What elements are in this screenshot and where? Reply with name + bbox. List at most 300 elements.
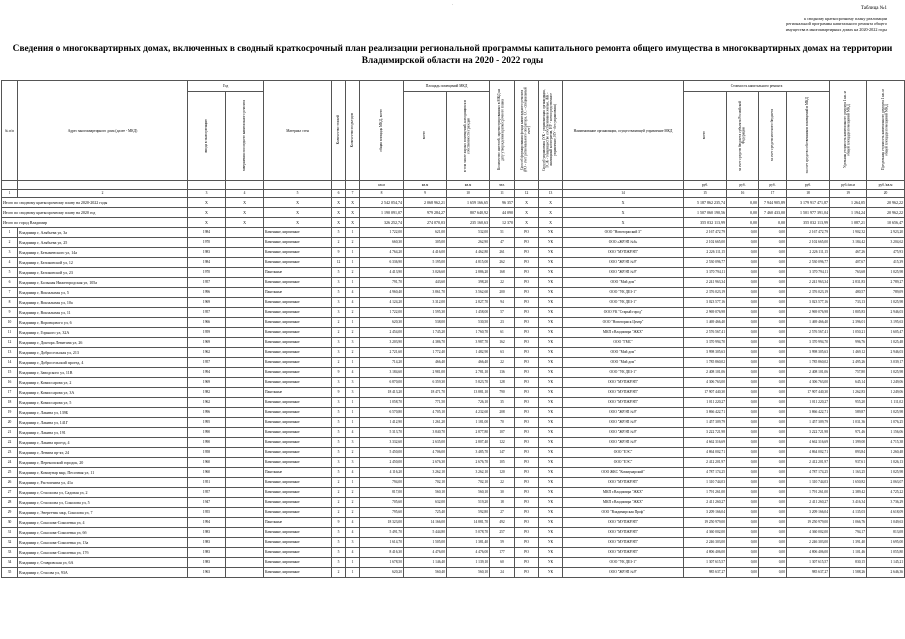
row-total-area: 5 450,00 xyxy=(360,448,404,458)
unit-label: чел. xyxy=(490,181,515,190)
row-cost-fund: 0,00 xyxy=(727,398,759,408)
row-management-org: ООО "Новоторжский 3" xyxy=(563,228,684,238)
col-number: 9 xyxy=(404,190,447,198)
row-year-repair xyxy=(226,438,264,448)
row-year-built: 1982 xyxy=(188,388,226,398)
row-unit-cost: 4 135,03 xyxy=(830,508,867,518)
row-fund-way: РО xyxy=(515,268,539,278)
unit-label: кв.м xyxy=(447,181,490,190)
row-fund-way: РО xyxy=(515,548,539,558)
row-cost-owners: 3 998 305,63 xyxy=(787,348,830,358)
row-total-area: 620,30 xyxy=(360,318,404,328)
total-area-owned: 807 640,92 xyxy=(447,208,490,218)
row-unit-cost: 2 495,26 xyxy=(830,358,867,368)
row-number: 22 xyxy=(2,438,18,448)
row-area-all: 702,10 xyxy=(404,478,447,488)
row-cost-local: 0,00 xyxy=(759,478,787,488)
row-cost-owners: 1 307 615,57 xyxy=(787,558,830,568)
header-unit-cost: Удельная стоимость капитального ремонта 1 кв. м общей площади помещений МКД xyxy=(830,81,867,181)
row-year-built: 1983 xyxy=(188,548,226,558)
row-entrances: 2 xyxy=(346,328,360,338)
row-residents: 136 xyxy=(490,368,515,378)
row-year-built: 1969 xyxy=(188,298,226,308)
row-unit-cost: 1 066,76 xyxy=(830,518,867,528)
title-line-2: Владимирской области на 2020 - 2022 годы xyxy=(361,56,544,66)
row-fund-way: РО xyxy=(515,558,539,568)
row-unit-cost: 2 831,83 xyxy=(830,278,867,288)
row-residents: 122 xyxy=(490,438,515,448)
row-year-repair xyxy=(226,328,264,338)
row-cost-owners: 1 785 860,02 xyxy=(787,358,830,368)
row-total-area: 4 124,20 xyxy=(360,298,404,308)
row-address: Владимир г, Перекопский городок, 20 xyxy=(18,458,188,468)
row-area-all: 3 026,60 xyxy=(404,268,447,278)
total-mark: X xyxy=(264,208,332,218)
table-row xyxy=(2,258,905,268)
row-floors: 9 xyxy=(332,388,346,398)
row-number: 28 xyxy=(2,498,18,508)
row-cost-fund: 0,00 xyxy=(727,568,759,578)
row-residents: 162 xyxy=(490,338,515,348)
row-residents: 57 xyxy=(490,308,515,318)
row-limit-cost: 3 736,29 xyxy=(867,498,905,508)
row-area-all: 14 166,00 xyxy=(404,518,447,528)
row-cost-total: 3 370 794,11 xyxy=(684,268,727,278)
row-cost-owners: 1 791 261,00 xyxy=(787,488,830,498)
row-address: Владимир г, Соколова-Соколенка ул, 4 xyxy=(18,518,188,528)
row-cost-local: 0,00 xyxy=(759,398,787,408)
row-unit-cost: 3 416,34 xyxy=(830,498,867,508)
row-limit-cost: 1 026,13 xyxy=(867,458,905,468)
total-mark: X xyxy=(515,198,539,208)
row-cost-owners: 2 969 076,98 xyxy=(787,308,830,318)
row-area-all: 2 981,00 xyxy=(404,368,447,378)
row-limit-cost: 1 156,06 xyxy=(867,428,905,438)
row-limit-cost: 1 111,02 xyxy=(867,398,905,408)
row-unit-cost: 1 588,26 xyxy=(830,568,867,578)
header-entrances: Количество подъездов xyxy=(346,81,360,181)
row-year-repair xyxy=(226,428,264,438)
row-total-area: 5 491,70 xyxy=(360,528,404,538)
row-fund-way: РО xyxy=(515,518,539,528)
row-unit-cost: 794,17 xyxy=(830,528,867,538)
row-number: 12 xyxy=(2,338,18,348)
row-number: 34 xyxy=(2,558,18,568)
row-area-owned: 2 807,40 xyxy=(447,438,490,448)
row-address: Владимир г, Стасова ул, 93А xyxy=(18,568,188,578)
row-total-area: 1 722,00 xyxy=(360,228,404,238)
row-cost-fund: 0,00 xyxy=(727,438,759,448)
row-floors: 5 xyxy=(332,268,346,278)
row-year-repair xyxy=(226,368,264,378)
row-address: Владимир г, Соколова-Соколенка ул, 17б xyxy=(18,548,188,558)
row-floors: 5 xyxy=(332,528,346,538)
row-wall-material: Каменные, кирпичные xyxy=(264,488,332,498)
row-year-built: 1996 xyxy=(188,288,226,298)
row-address: Владимир г, Ленина пр-кт, 24 xyxy=(18,448,188,458)
row-cost-local: 0,00 xyxy=(759,238,787,248)
row-residents: 261 xyxy=(490,248,515,258)
row-unit-cost: 937,61 xyxy=(830,458,867,468)
row-area-owned: 1 760,70 xyxy=(447,328,490,338)
row-cost-total: 1 011 220,27 xyxy=(684,398,727,408)
row-management-type: УК xyxy=(539,358,563,368)
row-residents: 177 xyxy=(490,548,515,558)
row-fund-way: РО xyxy=(515,368,539,378)
row-floors: 5 xyxy=(332,438,346,448)
row-cost-total: 1 791 261,00 xyxy=(684,488,727,498)
row-total-area: 660,30 xyxy=(360,238,404,248)
row-cost-fund: 0,00 xyxy=(727,448,759,458)
col-number: 17 xyxy=(759,190,787,198)
col-number: 5 xyxy=(264,190,332,198)
row-management-org: ООО "Владимирская Проф" xyxy=(563,508,684,518)
col-number: 18 xyxy=(787,190,830,198)
row-management-type: УК xyxy=(539,528,563,538)
row-year-built: 1983 xyxy=(188,528,226,538)
row-residents: 61 xyxy=(490,328,515,338)
row-area-owned: 2 781,10 xyxy=(447,368,490,378)
row-year-built: 1962 xyxy=(188,348,226,358)
row-floors: 5 xyxy=(332,468,346,478)
row-management-org: ООО "МУПЖРЭП" xyxy=(563,398,684,408)
row-management-org: ООО "ЖРЭП №9" xyxy=(563,438,684,448)
row-year-built: 1969 xyxy=(188,338,226,348)
row-management-type: УК xyxy=(539,298,563,308)
total-mark: X xyxy=(346,218,360,228)
row-year-repair xyxy=(226,458,264,468)
row-year-repair xyxy=(226,518,264,528)
row-management-org: ООО "МУПЖРЭП" xyxy=(563,248,684,258)
total-mark: X xyxy=(188,218,226,228)
row-fund-way: РО xyxy=(515,488,539,498)
row-cost-owners: 4 806 406,00 xyxy=(787,548,830,558)
approval-line: имущества в многоквартирных домах на 2020-2022 годы xyxy=(785,26,887,32)
total-area-all: 274 070,03 xyxy=(404,218,447,228)
total-mark: X xyxy=(226,208,264,218)
row-number: 1 xyxy=(2,228,18,238)
row-area-owned: 1 139,10 xyxy=(447,558,490,568)
row-floors: 5 xyxy=(332,558,346,568)
row-residents: 168 xyxy=(490,268,515,278)
row-total-area: 6 570,80 xyxy=(360,408,404,418)
row-address: Владимир г, Лакина ул, 139Б xyxy=(18,408,188,418)
row-management-type: УК xyxy=(539,398,563,408)
table-row xyxy=(2,538,905,548)
row-area-all: 1 745,20 xyxy=(404,328,447,338)
row-management-type: УК xyxy=(539,228,563,238)
row-number: 25 xyxy=(2,468,18,478)
row-fund-way: РО xyxy=(515,308,539,318)
row-limit-cost: 1 049,63 xyxy=(867,518,905,528)
row-entrances: 1 xyxy=(346,478,360,488)
row-unit-cost: 2 396,01 xyxy=(830,318,867,328)
row-year-repair xyxy=(226,238,264,248)
row-management-type: УК xyxy=(539,388,563,398)
row-number: 29 xyxy=(2,508,18,518)
col-number: 6 xyxy=(332,190,346,198)
row-management-type: УК xyxy=(539,348,563,358)
row-area-owned: 4 476,00 xyxy=(447,548,490,558)
row-residents: 107 xyxy=(490,428,515,438)
row-floors: 2 xyxy=(332,478,346,488)
row-number: 33 xyxy=(2,548,18,558)
row-number: 27 xyxy=(2,488,18,498)
row-residents: 24 xyxy=(490,568,515,578)
row-area-owned: 702,10 xyxy=(447,478,490,488)
document-title xyxy=(0,43,905,67)
total-area-owned: 235 160,63 xyxy=(447,218,490,228)
row-area-all: 18 471,70 xyxy=(404,388,447,398)
table-row xyxy=(2,368,905,378)
row-cost-fund: 0,00 xyxy=(727,408,759,418)
header-residents: Количество жителей, зарегистрированных в МКД на дату утверждения краткосрочного плана xyxy=(490,81,515,181)
row-cost-owners: 4 306 763,00 xyxy=(787,378,830,388)
row-cost-owners: 3 866 422,71 xyxy=(787,408,830,418)
col-number: 11 xyxy=(490,190,515,198)
row-floors: 3 xyxy=(332,378,346,388)
row-fund-way: РО xyxy=(515,448,539,458)
row-area-owned: 1 181,00 xyxy=(447,418,490,428)
total-label: Итого по город Владимир xyxy=(2,218,188,228)
row-address: Владимир г, Комиссарова ул, 3А xyxy=(18,388,188,398)
row-area-all: 621,00 xyxy=(404,228,447,238)
row-management-type: УК xyxy=(539,268,563,278)
row-total-area: 4 413,90 xyxy=(360,268,404,278)
row-limit-cost: 3 195,63 xyxy=(867,318,905,328)
total-mark: X xyxy=(226,198,264,208)
table-row xyxy=(2,328,905,338)
total-mark: X xyxy=(332,208,346,218)
row-wall-material: Панельные xyxy=(264,268,332,278)
row-cost-total: 3 998 305,63 xyxy=(684,348,727,358)
row-cost-owners: 2 376 023,19 xyxy=(787,288,830,298)
row-address: Владимир г, Белоконской ул, 12 xyxy=(18,258,188,268)
row-area-all: 1 772,40 xyxy=(404,348,447,358)
header-year-built: ввода в эксплуатацию xyxy=(188,92,226,181)
row-wall-material: Каменные, кирпичные xyxy=(264,308,332,318)
row-area-all: 560,10 xyxy=(404,488,447,498)
row-cost-fund: 0,00 xyxy=(727,308,759,318)
row-wall-material: Каменные, кирпичные xyxy=(264,228,332,238)
row-cost-owners: 2 246 303,00 xyxy=(787,538,830,548)
row-year-repair xyxy=(226,318,264,328)
row-wall-material: Каменные, кирпичные xyxy=(264,368,332,378)
row-area-all: 2 676,30 xyxy=(404,458,447,468)
row-number: 5 xyxy=(2,268,18,278)
row-cost-total: 3 222 721,98 xyxy=(684,428,727,438)
row-cost-fund: 0,00 xyxy=(727,518,759,528)
row-limit-cost: 1 145,21 xyxy=(867,558,905,568)
row-wall-material: Каменные, кирпичные xyxy=(264,418,332,428)
row-cost-total: 2 241 963,34 xyxy=(684,278,727,288)
row-residents: 27 xyxy=(490,508,515,518)
row-limit-cost: 3 039,17 xyxy=(867,358,905,368)
row-management-type: УК xyxy=(539,248,563,258)
row-address: Владимир г, Горького ул, 32А xyxy=(18,328,188,338)
row-total-area: 817,00 xyxy=(360,488,404,498)
row-area-owned: 3 485,70 xyxy=(447,448,490,458)
row-total-area: 791,70 xyxy=(360,278,404,288)
row-unit-cost: 3 184,42 xyxy=(830,238,867,248)
row-total-area: 8 416,30 xyxy=(360,548,404,558)
row-number: 23 xyxy=(2,448,18,458)
row-unit-cost: 955,20 xyxy=(830,398,867,408)
row-year-repair xyxy=(226,228,264,238)
col-number: 1 xyxy=(2,190,18,198)
row-wall-material: Панельные xyxy=(264,288,332,298)
row-address: Владимир г, Соколова-Соколенка ул, 13а xyxy=(18,538,188,548)
row-floors: 2 xyxy=(332,328,346,338)
row-cost-total: 4 806 406,00 xyxy=(684,548,727,558)
row-wall-material: Каменные, кирпичные xyxy=(264,568,332,578)
row-limit-cost: 1 055,80 xyxy=(867,548,905,558)
row-area-owned: 4 815,00 xyxy=(447,258,490,268)
total-cost-owners: 1 501 977 391,04 xyxy=(787,208,830,218)
table-row xyxy=(2,298,905,308)
row-entrances: 3 xyxy=(346,458,360,468)
row-area-owned: 592,80 xyxy=(447,508,490,518)
row-year-built: 1960 xyxy=(188,458,226,468)
row-cost-fund: 0,00 xyxy=(727,248,759,258)
row-entrances: 4 xyxy=(346,298,360,308)
row-wall-material: Каменные, кирпичные xyxy=(264,378,332,388)
header-fund-way: Способ формирования фонда капитального ремонта (РО - счет регионального оператора, СС - специальный счет) xyxy=(515,81,539,181)
total-mark: X xyxy=(563,218,684,228)
row-limit-cost: 2 923,20 xyxy=(867,228,905,238)
row-area-all: 1 146,40 xyxy=(404,558,447,568)
row-entrances: 1 xyxy=(346,248,360,258)
row-year-repair xyxy=(226,568,264,578)
table-row xyxy=(2,478,905,488)
row-residents: 47 xyxy=(490,238,515,248)
row-cost-total: 1 310 744,03 xyxy=(684,478,727,488)
row-cost-owners: 2 576 567,41 xyxy=(787,328,830,338)
total-cost-owners: 3 179 917 471,87 xyxy=(787,198,830,208)
row-area-owned: 14 881,70 xyxy=(447,518,490,528)
row-limit-cost: 1 695,00 xyxy=(867,538,905,548)
row-management-org: ООО "ЖРЭП №9" xyxy=(563,408,684,418)
total-label: Итого по сводному краткосрочному плану на 2020 год xyxy=(2,208,188,218)
row-residents: 208 xyxy=(490,408,515,418)
row-total-area: 2 454,00 xyxy=(360,328,404,338)
row-unit-cost: 1 469,12 xyxy=(830,348,867,358)
row-limit-cost: 4 725,22 xyxy=(867,488,905,498)
row-residents: 70 xyxy=(490,418,515,428)
row-total-area: 2 450,00 xyxy=(360,458,404,468)
row-cost-local: 0,00 xyxy=(759,288,787,298)
row-cost-fund: 0,00 xyxy=(727,458,759,468)
table-row xyxy=(2,308,905,318)
row-entrances: 2 xyxy=(346,488,360,498)
row-management-org: ООО "Мой дом" xyxy=(563,358,684,368)
approval-line: к сводному краткосрочному плану реализации xyxy=(804,15,887,21)
row-year-repair xyxy=(226,448,264,458)
row-area-all: 4 416,00 xyxy=(404,248,447,258)
col-number: 19 xyxy=(830,190,867,198)
row-area-owned: 3 562,60 xyxy=(447,288,490,298)
row-unit-cost: 1 391,40 xyxy=(830,538,867,548)
row-management-type: УК xyxy=(539,418,563,428)
row-cost-local: 0,00 xyxy=(759,248,787,258)
row-management-type: УК xyxy=(539,368,563,378)
row-cost-owners: 19 250 979,00 xyxy=(787,518,830,528)
row-cost-local: 0,00 xyxy=(759,458,787,468)
row-limit-cost: 2 946,03 xyxy=(867,308,905,318)
total-limit-cost: 20 962,22 xyxy=(867,198,905,208)
row-year-repair xyxy=(226,308,264,318)
row-management-org: МКП г.Владимира "ЖКХ" xyxy=(563,498,684,508)
row-management-org: ООО УК "Старый город" xyxy=(563,308,684,318)
row-floors: 3 xyxy=(332,458,346,468)
row-cost-local: 0,00 xyxy=(759,508,787,518)
total-area-all: 979 284,27 xyxy=(404,208,447,218)
row-management-type: УК xyxy=(539,498,563,508)
row-cost-fund: 0,00 xyxy=(727,348,759,358)
table-row xyxy=(2,238,905,248)
row-residents: 105 xyxy=(490,458,515,468)
table-row xyxy=(2,398,905,408)
col-number: 4 xyxy=(226,190,264,198)
row-year-built: 1951 xyxy=(188,478,226,488)
row-residents: 22 xyxy=(490,278,515,288)
row-wall-material: Каменные, кирпичные xyxy=(264,358,332,368)
row-limit-cost: 4 715,38 xyxy=(867,438,905,448)
row-residents: 257 xyxy=(490,528,515,538)
row-unit-cost: 1 031,36 xyxy=(830,418,867,428)
row-cost-owners: 2 408 101,06 xyxy=(787,368,830,378)
row-wall-material: Каменные, кирпичные xyxy=(264,438,332,448)
houses-table xyxy=(1,80,905,578)
row-floors: 5 xyxy=(332,448,346,458)
total-cost-local: 7 944 905,89 xyxy=(759,198,787,208)
approval-block xyxy=(687,6,887,32)
row-management-type: УК xyxy=(539,558,563,568)
row-entrances: 1 xyxy=(346,408,360,418)
row-cost-owners: 2 411 260,27 xyxy=(787,498,830,508)
row-year-built: 1957 xyxy=(188,358,226,368)
row-unit-cost: 407,67 xyxy=(830,258,867,268)
row-fund-way: РО xyxy=(515,238,539,248)
total-mark: X xyxy=(188,198,226,208)
row-floors: 5 xyxy=(332,428,346,438)
row-unit-cost: 971,46 xyxy=(830,428,867,438)
row-area-all: 466,40 xyxy=(404,358,447,368)
row-limit-cost: 2 789,27 xyxy=(867,278,905,288)
row-address: Владимир г, Лакина ул, 141Г xyxy=(18,418,188,428)
row-wall-material: Каменные, кирпичные xyxy=(264,508,332,518)
col-number: 10 xyxy=(447,190,490,198)
row-cost-owners: 4 864 002,71 xyxy=(787,448,830,458)
total-cost-local: 0,00 xyxy=(759,218,787,228)
row-wall-material: Каменные, кирпичные xyxy=(264,498,332,508)
row-address: Владимир г, Вокзальная ул, 11 xyxy=(18,308,188,318)
row-management-org: ООО "ЖРЭП №9" xyxy=(563,258,684,268)
row-entrances: 1 xyxy=(346,228,360,238)
row-address: Владимир г, Комиссарова ул, 2 xyxy=(18,378,188,388)
row-management-org: ООО "МУПЖРЭП" xyxy=(563,538,684,548)
row-entrances: 1 xyxy=(346,418,360,428)
total-row xyxy=(2,198,905,208)
top-mark: · xyxy=(452,2,454,7)
total-mark: X xyxy=(515,218,539,228)
row-limit-cost: 1 249,06 xyxy=(867,378,905,388)
row-wall-material: Каменные, кирпичные xyxy=(264,258,332,268)
total-mark: X xyxy=(539,198,563,208)
row-number: 30 xyxy=(2,518,18,528)
row-total-area: 1 678,50 xyxy=(360,558,404,568)
row-year-built: 1990 xyxy=(188,428,226,438)
